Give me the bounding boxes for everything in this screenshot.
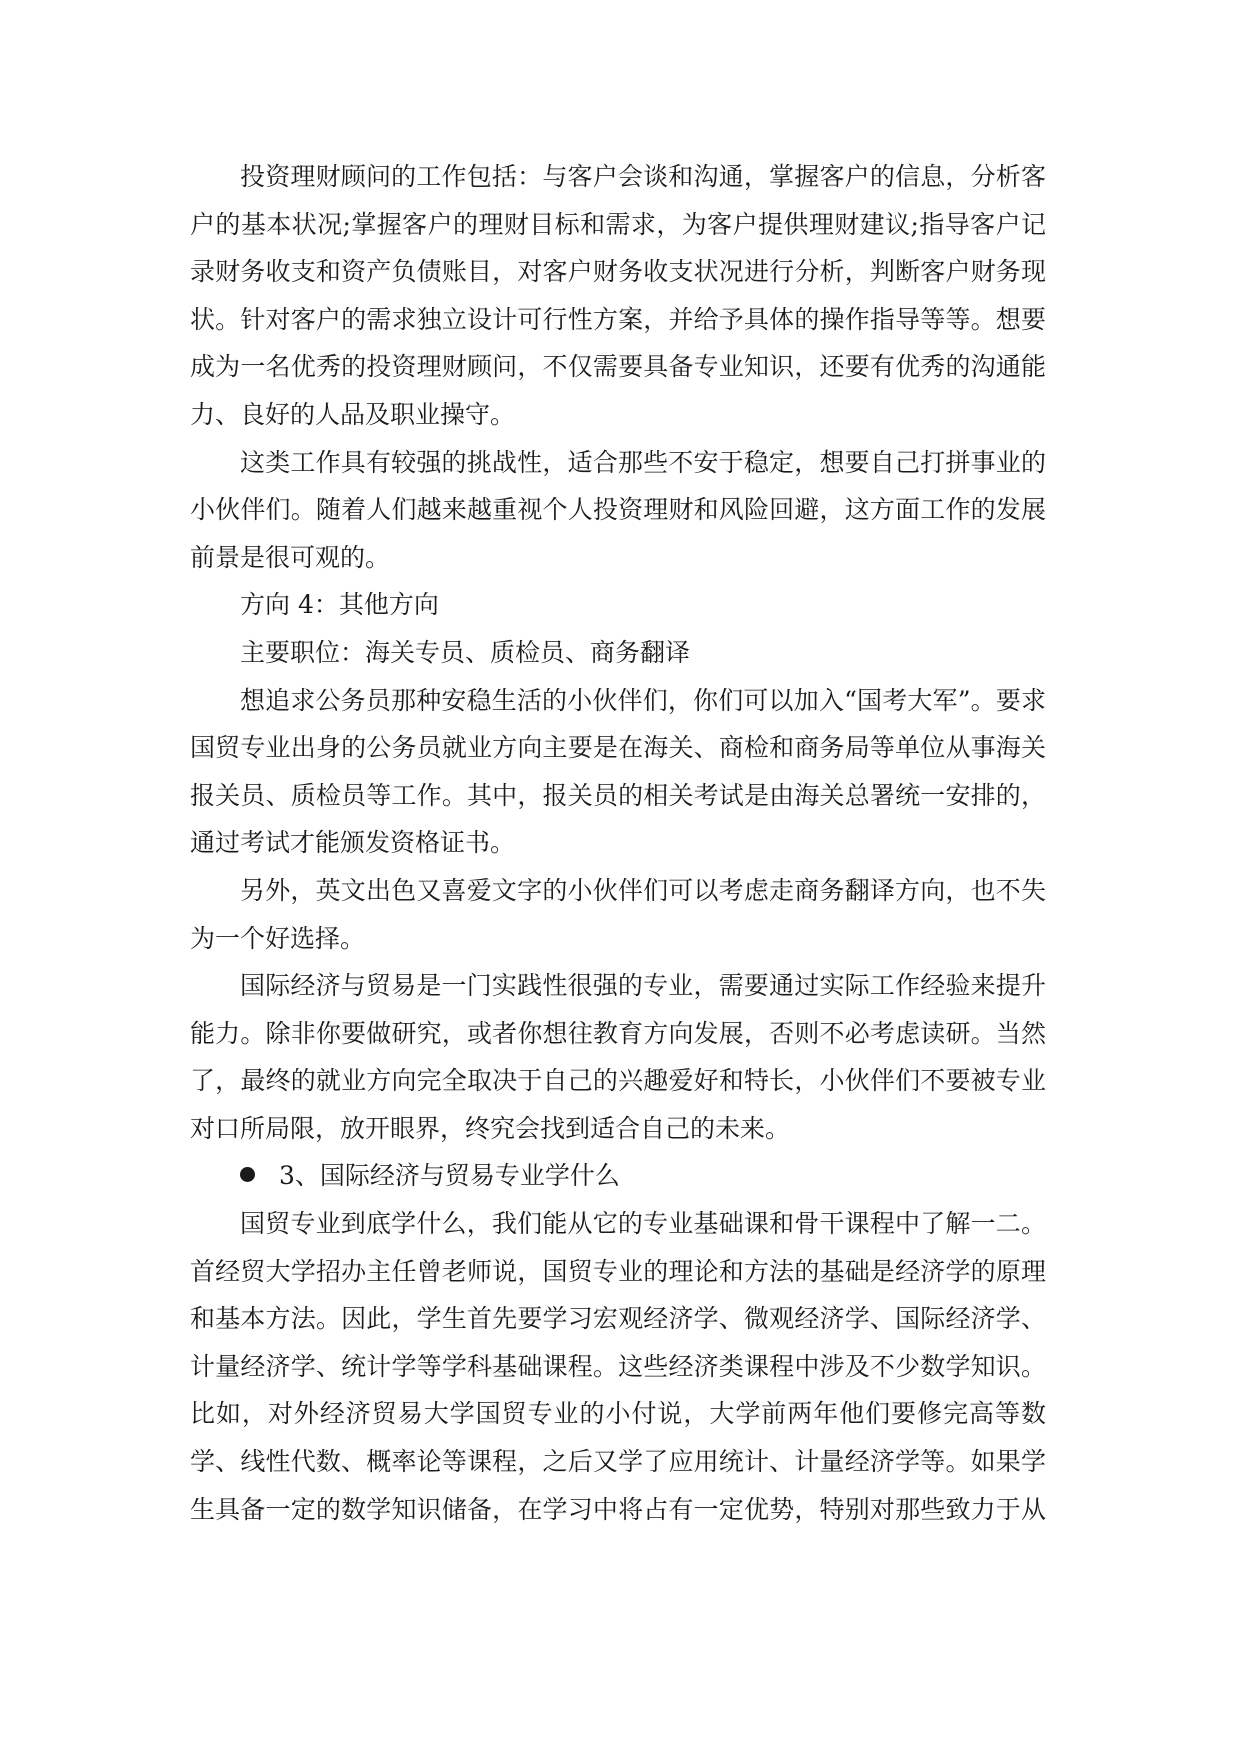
text-line: 首经贸大学招办主任曾老师说，国贸专业的理论和方法的基础是经济学的原理 (190, 1256, 1046, 1286)
paragraph (190, 867, 1046, 962)
text-line: 了，最终的就业方向完全取决于自己的兴趣爱好和特长，小伙伴们不要被专业 (190, 1066, 1046, 1096)
paragraph (190, 439, 1046, 582)
text-line: 这类工作具有较强的挑战性，适合那些不安于稳定，想要自己打拼事业的 (240, 447, 1046, 477)
text-line: 户的基本状况;掌握客户的理财目标和需求，为客户提供理财建议;指导客户记 (190, 209, 1046, 239)
text-line: 投资理财顾问的工作包括：与客户会谈和沟通，掌握客户的信息，分析客 (240, 162, 1046, 191)
text-line: 能力。除非你要做研究，或者你想往教育方向发展，否则不必考虑读研。当然 (190, 1018, 1046, 1048)
text-line: 力、良好的人品及职业操守。 (190, 399, 516, 429)
positions-line (190, 629, 1046, 677)
text-line: 小伙伴们。随着人们越来越重视个人投资理财和风险回避，这方面工作的发展 (190, 495, 1046, 525)
text-line: 另外，英文出色又喜爱文字的小伙伴们可以考虑走商务翻译方向，也不失 (240, 875, 1046, 905)
text-line: 通过考试才能颁发资格证书。 (190, 828, 516, 858)
text-line: 比如，对外经济贸易大学国贸专业的小付说，大学前两年他们要修完高等数 (190, 1399, 1046, 1429)
text-line: 方向 4：其他方向 (240, 590, 439, 620)
text-line: 国际经济与贸易是一门实践性很强的专业，需要通过实际工作经验来提升 (240, 971, 1046, 1001)
text-line: 成为一名优秀的投资理财顾问，不仅需要具备专业知识，还要有优秀的沟通能 (190, 352, 1046, 382)
text-line: 国贸专业到底学什么，我们能从它的专业基础课和骨干课程中了解一二。 (240, 1209, 1046, 1239)
paragraph (190, 962, 1046, 1152)
text-line: 想追求公务员那种安稳生活的小伙伴们，你们可以加入“国考大军”。要求 (240, 685, 1046, 715)
paragraph (190, 153, 1046, 439)
section-heading-text: 3、国际经济与贸易专业学什么 (279, 1161, 620, 1191)
text-line: 前景是很可观的。 (190, 542, 391, 572)
bullet-icon (240, 1167, 255, 1182)
text-line: 主要职位：海关专员、质检员、商务翻译 (240, 637, 691, 667)
text-line: 对口所局限，放开眼界，终究会找到适合自己的未来。 (190, 1113, 791, 1143)
text-line: 为一个好选择。 (190, 923, 366, 953)
direction-heading (190, 581, 1046, 629)
text-line: 报关员、质检员等工作。其中，报关员的相关考试是由海关总署统一安排的， (190, 780, 1046, 810)
text-line: 录财务收支和资产负债账目，对客户财务收支状况进行分析，判断客户财务现 (190, 257, 1046, 287)
paragraph (190, 1200, 1046, 1533)
text-line: 状。针对客户的需求独立设计可行性方案，并给予具体的操作指导等等。想要 (190, 304, 1046, 334)
text-line: 国贸专业出身的公务员就业方向主要是在海关、商检和商务局等单位从事海关 (190, 733, 1046, 763)
document-body (190, 153, 1046, 1533)
text-line: 学、线性代数、概率论等课程，之后又学了应用统计、计量经济学等。如果学 (190, 1447, 1046, 1477)
paragraph (190, 677, 1046, 867)
text-line: 计量经济学、统计学等学科基础课程。这些经济类课程中涉及不少数学知识。 (190, 1351, 1046, 1381)
text-line: 和基本方法。因此，学生首先要学习宏观经济学、微观经济学、国际经济学、 (190, 1304, 1046, 1334)
text-line: 生具备一定的数学知识储备，在学习中将占有一定优势，特别对那些致力于从 (190, 1494, 1046, 1524)
section-heading (190, 1152, 1046, 1200)
